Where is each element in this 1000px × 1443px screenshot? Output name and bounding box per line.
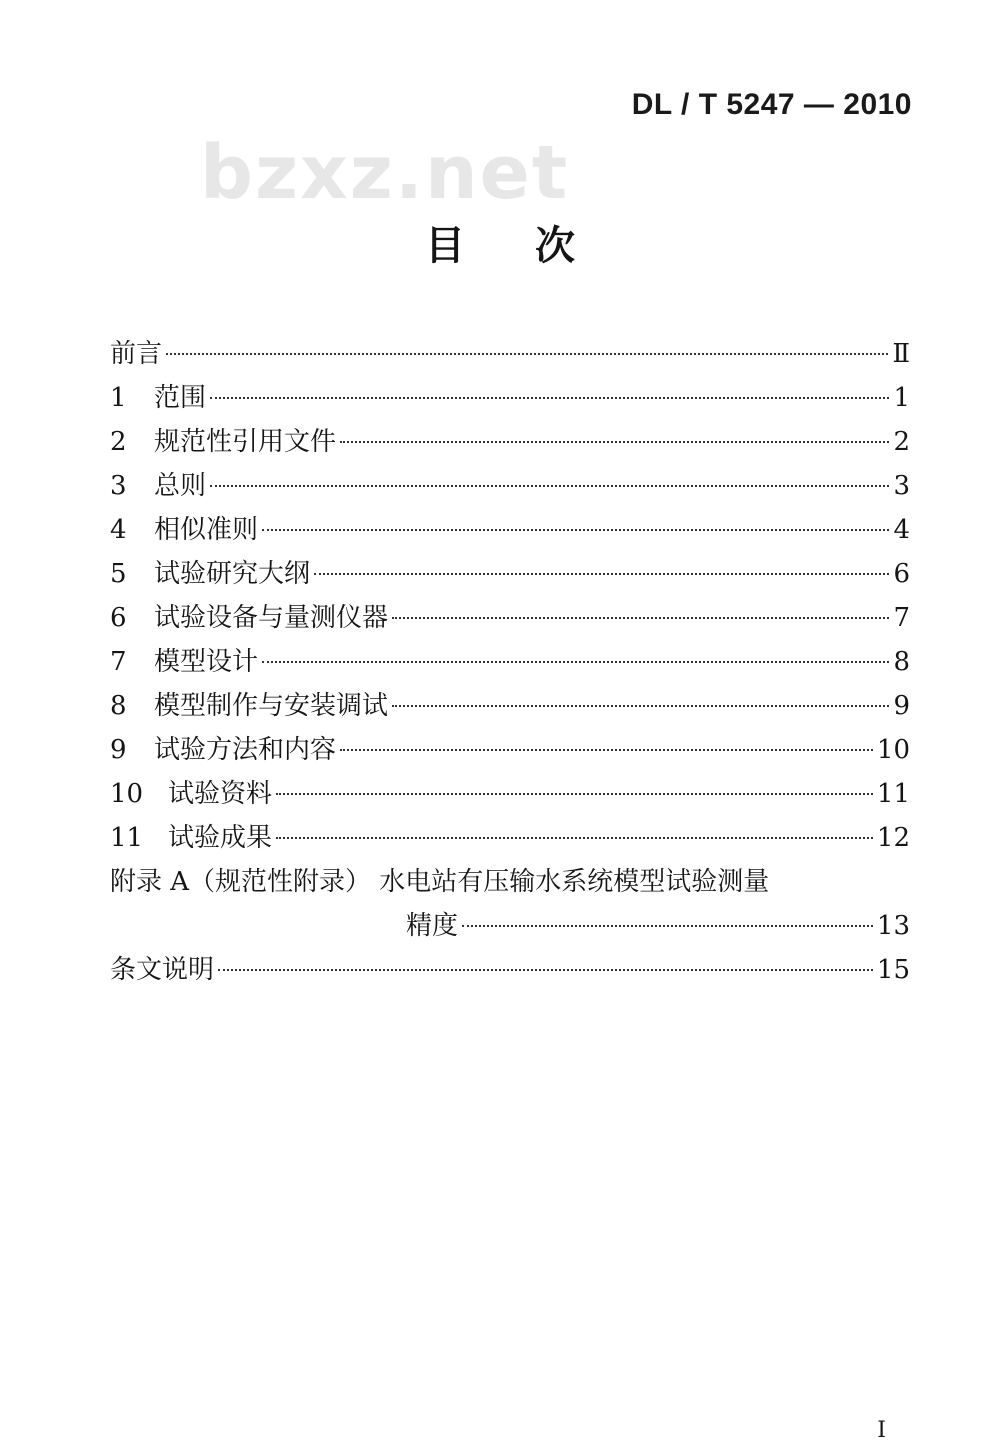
dot-leader: [218, 969, 873, 971]
toc-entry-page: 3: [893, 471, 910, 501]
toc-entry-6[interactable]: [110, 596, 910, 640]
toc-entry-label: 附录 A（规范性附录） 水电站有压输水系统模型试验测量: [110, 867, 770, 897]
toc-entry-5[interactable]: [110, 552, 910, 596]
title-char-1: 目: [425, 223, 465, 269]
standard-code: DL / T 5247 — 2010: [631, 88, 912, 121]
toc-entry-page: 12: [876, 823, 910, 853]
toc-entry-label: 试验设备与量测仪器: [154, 603, 389, 633]
toc-entry-label: 试验研究大纲: [154, 559, 311, 589]
toc-entry-number: 5: [110, 559, 127, 589]
toc-entry-page: 1: [893, 383, 910, 413]
dot-leader: [262, 529, 889, 531]
dot-leader: [276, 793, 873, 795]
toc-entry-label: 条文说明: [110, 955, 215, 985]
toc-entry-page: 10: [876, 735, 910, 765]
toc-entry-8[interactable]: [110, 684, 910, 728]
toc-entry-number: 1: [110, 383, 127, 413]
page-title: [0, 214, 1000, 271]
toc-entry-label: 相似准则: [154, 515, 259, 545]
toc-entry-number: 6: [110, 603, 127, 633]
toc-entry-number: 7: [110, 647, 127, 677]
toc-entry-3[interactable]: [110, 464, 910, 508]
toc-entry-appendix-a[interactable]: [110, 860, 910, 904]
toc-entry-page: Ⅱ: [892, 339, 910, 369]
watermark: bzxz.net: [200, 130, 570, 216]
toc-entry-label: 试验方法和内容: [154, 735, 337, 765]
toc-entry-page: 7: [893, 603, 910, 633]
dot-leader: [314, 573, 889, 575]
dot-leader: [392, 705, 889, 707]
dot-leader: [166, 353, 888, 355]
dot-leader: [210, 485, 889, 487]
toc-entry-number: 2: [110, 427, 127, 457]
page-folio: I: [877, 1418, 886, 1443]
table-of-contents: [110, 332, 910, 992]
toc-entry-number: 8: [110, 691, 127, 721]
dot-leader: [340, 749, 873, 751]
toc-entry-number: 9: [110, 735, 127, 765]
toc-entry-page: 8: [893, 647, 910, 677]
toc-entry-label: 规范性引用文件: [154, 427, 337, 457]
toc-entry-page: 9: [893, 691, 910, 721]
dot-leader: [462, 925, 873, 927]
toc-entry-10[interactable]: [110, 772, 910, 816]
toc-entry-number: 4: [110, 515, 127, 545]
dot-leader: [210, 397, 889, 399]
title-char-2: 次: [535, 223, 575, 269]
dot-leader: [276, 837, 873, 839]
toc-entry-2[interactable]: [110, 420, 910, 464]
toc-entry-page: 15: [876, 955, 910, 985]
toc-entry-label: 范围: [154, 383, 207, 413]
toc-entry-number: 3: [110, 471, 127, 501]
toc-entry-appendix-a-cont[interactable]: [110, 904, 910, 948]
toc-entry-label: 前言: [110, 339, 163, 369]
dot-leader: [340, 441, 889, 443]
toc-entry-number: 10: [110, 779, 144, 809]
toc-entry-explanation[interactable]: [110, 948, 910, 992]
toc-entry-label: 模型设计: [154, 647, 259, 677]
toc-entry-7[interactable]: [110, 640, 910, 684]
toc-entry-11[interactable]: [110, 816, 910, 860]
toc-entry-label: 总则: [154, 471, 207, 501]
toc-entry-label: 试验资料: [168, 779, 273, 809]
toc-entry-page: 6: [893, 559, 910, 589]
toc-entry-page: 2: [893, 427, 910, 457]
dot-leader: [262, 661, 889, 663]
toc-entry-page: 13: [876, 911, 910, 941]
toc-entry-number: 11: [110, 823, 144, 853]
toc-entry-label-cont: 精度: [406, 911, 459, 941]
toc-entry-page: 11: [876, 779, 910, 809]
toc-entry-label: 试验成果: [168, 823, 273, 853]
toc-entry-9[interactable]: [110, 728, 910, 772]
toc-entry-page: 4: [893, 515, 910, 545]
toc-entry-1[interactable]: [110, 376, 910, 420]
toc-entry-label: 模型制作与安装调试: [154, 691, 389, 721]
toc-entry-4[interactable]: [110, 508, 910, 552]
dot-leader: [392, 617, 889, 619]
toc-entry-foreword[interactable]: [110, 332, 910, 376]
